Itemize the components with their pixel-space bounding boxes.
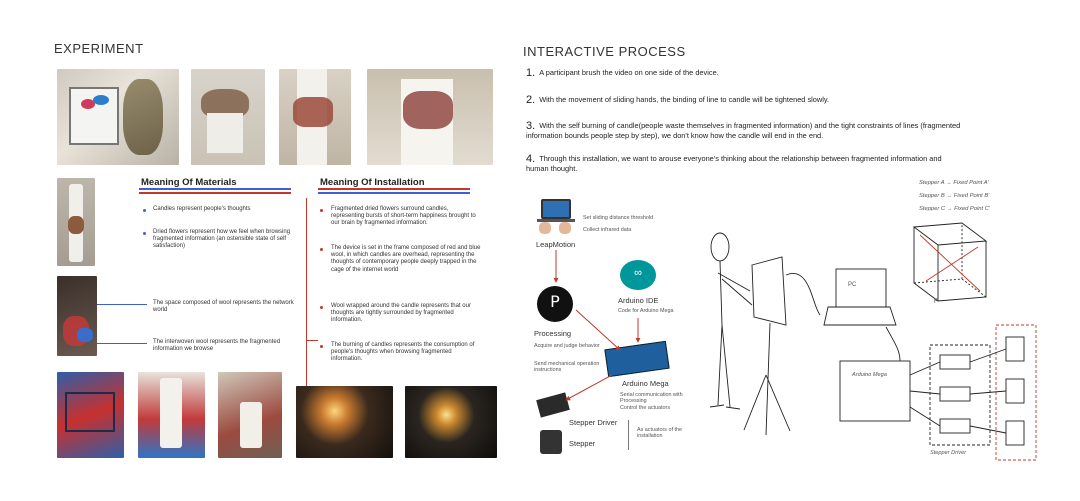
sketch-arduino-label: Arduino Mega bbox=[852, 372, 887, 378]
step-2-text: With the movement of sliding hands, the binding of line to candle will be tightened slowly. bbox=[539, 95, 830, 104]
step-3 bbox=[526, 121, 996, 140]
photo-wool-frame-2 bbox=[138, 372, 205, 458]
step-2 bbox=[526, 95, 1026, 105]
photo-wool-space bbox=[57, 276, 97, 356]
materials-item-1: Candles represent people's thoughts bbox=[153, 206, 251, 212]
sketch-driver-label: Stepper Driver bbox=[930, 450, 967, 456]
connector-line bbox=[97, 343, 147, 344]
step-1 bbox=[526, 68, 1026, 78]
installation-underline-blue bbox=[318, 192, 470, 194]
stepper-label: Stepper bbox=[569, 439, 596, 448]
step-3-num: 3. bbox=[526, 120, 536, 132]
proc-desc-2: Send mechanical operation instructions bbox=[534, 361, 600, 374]
experiment-title: EXPERIMENT bbox=[54, 41, 144, 56]
sketch-stepper-b: Stepper B → Fixed Point B' bbox=[919, 193, 990, 199]
photo-candle-wrapped bbox=[279, 69, 351, 165]
photo-materials-flatlay bbox=[57, 69, 179, 165]
proc-desc-1: Acquire and judge behavior bbox=[534, 343, 600, 349]
stepper-driver-label: Stepper Driver bbox=[569, 418, 618, 427]
photo-wool-frame-3 bbox=[218, 372, 282, 458]
materials-item-3: The space composed of wool represents the network world bbox=[153, 300, 294, 314]
installation-item-3: Wool wrapped around the candle represents that our thoughts are tightly surrounded by fragmented information. bbox=[331, 303, 471, 324]
mega-desc-2: Control the actuators bbox=[620, 405, 671, 411]
sketch-stepper-a: Stepper A → Fixed Point A' bbox=[919, 180, 989, 186]
materials-heading: Meaning Of Materials bbox=[141, 177, 237, 188]
leap-desc-2: Collect infrared data bbox=[583, 227, 632, 233]
bullet-dot bbox=[143, 232, 146, 235]
step-4 bbox=[526, 154, 966, 173]
photo-candle-burning-2 bbox=[405, 386, 497, 458]
sketch-stepper-c: Stepper C → Fixed Point C' bbox=[919, 206, 991, 212]
mega-desc-1: Serial communication with Processing bbox=[620, 392, 683, 405]
installation-item-4: The burning of candles represents the consumption of people's thoughts when browsing fragmented information. bbox=[331, 342, 475, 363]
photo-wool-frame-1 bbox=[57, 372, 124, 458]
bullet-dot bbox=[320, 345, 323, 348]
photo-candle-closeup bbox=[367, 69, 493, 165]
connector-line bbox=[97, 304, 147, 305]
installation-heading: Meaning Of Installation bbox=[320, 177, 425, 188]
sketch-pc-label: PC bbox=[848, 282, 857, 288]
processing-icon: P bbox=[537, 286, 573, 322]
arduino-ide-icon: ∞ bbox=[620, 260, 656, 290]
ide-desc: Code for Arduino Mega bbox=[618, 308, 674, 314]
leap-desc-1: Set sliding distance threshold bbox=[583, 215, 654, 221]
interactive-title: INTERACTIVE PROCESS bbox=[523, 44, 686, 59]
photo-candle-standing bbox=[57, 178, 95, 266]
installation-sketch bbox=[700, 175, 1045, 465]
step-4-text: Through this installation, we want to arouse everyone's thinking about the relationship between fragmented information and human thought. bbox=[526, 154, 942, 173]
step-1-text: A participant brush the video on one side of the device. bbox=[539, 68, 719, 77]
step-1-num: 1. bbox=[526, 67, 536, 79]
installation-underline-red bbox=[318, 188, 470, 190]
flow-arrows bbox=[520, 190, 720, 460]
processing-label: Processing bbox=[534, 329, 572, 338]
connector-line bbox=[306, 340, 318, 341]
materials-item-4: The interwoven wool represents the fragmented information we browse bbox=[153, 339, 281, 353]
photo-candle-flowers bbox=[191, 69, 265, 165]
arduino-mega-label: Arduino Mega bbox=[622, 379, 669, 388]
bullet-dot bbox=[320, 248, 323, 251]
step-2-num: 2. bbox=[526, 94, 536, 106]
materials-underline-blue bbox=[139, 188, 291, 190]
photo-candle-burning-1 bbox=[296, 386, 393, 458]
installation-connector bbox=[306, 198, 307, 388]
bullet-dot bbox=[320, 306, 323, 309]
materials-item-2: Dried flowers represent how we feel when browsing fragmented information (an ostensible state of self satisfaction) bbox=[153, 229, 291, 250]
step-4-num: 4. bbox=[526, 153, 536, 165]
arduino-ide-label: Arduino IDE bbox=[618, 296, 659, 305]
svg-text:F: F bbox=[934, 299, 938, 305]
materials-underline-red bbox=[139, 192, 291, 194]
step-3-text: With the self burning of candle(people waste themselves in fragmented information) and the tight constraints of lines (fragmented information bounds people step by step), we don't know how the candle will end in the end. bbox=[526, 121, 961, 140]
installation-item-1: Fragmented dried flowers surround candles, representing bursts of short-term happiness brought to our brain by fragmented information. bbox=[331, 206, 476, 227]
actuators-note: As actuators of the installation bbox=[637, 427, 682, 440]
leapmotion-label: LeapMotion bbox=[536, 240, 576, 249]
installation-item-2: The device is set in the frame composed of red and blue wool, in which candles are overhead, representing the thoughts of contemporary people deeply trapped in the cage of the internet world bbox=[331, 245, 481, 273]
bullet-dot bbox=[320, 209, 323, 212]
bullet-dot bbox=[143, 209, 146, 212]
